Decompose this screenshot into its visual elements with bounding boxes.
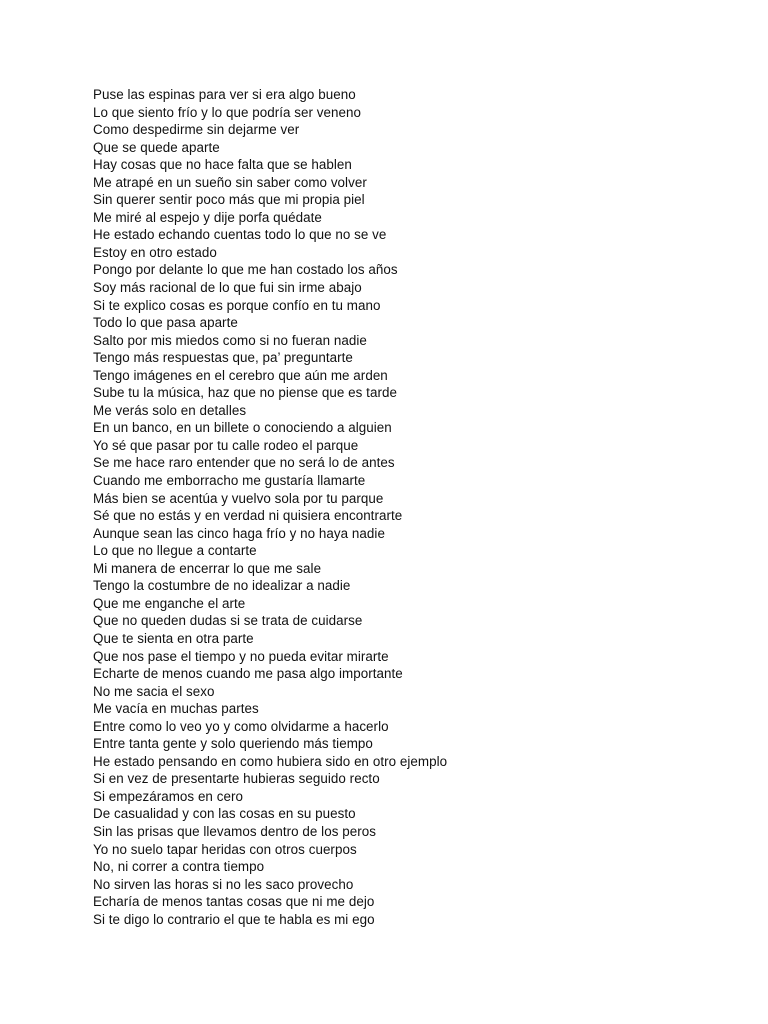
text-line: Lo que siento frío y lo que podría ser veneno	[93, 104, 362, 120]
text-line: Estoy en otro estado	[93, 244, 217, 260]
text-line: Tengo más respuestas que, pa’ preguntarte	[93, 350, 353, 366]
text-line: Sé que no estás y en verdad ni quisiera encontrarte	[93, 508, 403, 524]
text-line: Que nos pase el tiempo y no pueda evitar mirarte	[93, 648, 389, 664]
text-line: He estado pensando en como hubiera sido en otro ejemplo	[93, 753, 448, 769]
text-line: Me miré al espejo y dije porfa quédate	[93, 209, 322, 225]
text-line: Sin querer sentir poco más que mi propia piel	[93, 192, 365, 208]
text-line: Soy más racional de lo que fui sin irme abajo	[93, 280, 362, 296]
text-line: Más bien se acentúa y vuelvo sola por tu parque	[93, 490, 384, 506]
lyrics-text-block	[93, 86, 447, 928]
text-line: Me verás solo en detalles	[93, 402, 247, 418]
text-line: No, ni correr a contra tiempo	[93, 859, 265, 875]
text-line: Como despedirme sin dejarme ver	[93, 122, 300, 138]
text-line: En un banco, en un billete o conociendo a alguien	[93, 420, 392, 436]
text-line: Pongo por delante lo que me han costado los años	[93, 262, 398, 278]
text-line: Entre como lo veo yo y como olvidarme a hacerlo	[93, 718, 389, 734]
text-line: Echaría de menos tantas cosas que ni me dejo	[93, 894, 375, 910]
text-line: Se me hace raro entender que no será lo de antes	[93, 455, 395, 471]
text-line: Yo no suelo tapar heridas con otros cuerpos	[93, 841, 357, 857]
text-line: Mi manera de encerrar lo que me sale	[93, 560, 322, 576]
text-line: Tengo imágenes en el cerebro que aún me arden	[93, 367, 388, 383]
text-line: Puse las espinas para ver si era algo bueno	[93, 87, 356, 102]
text-line: Sube tu la música, haz que no piense que es tarde	[93, 385, 397, 401]
text-line: Si empezáramos en cero	[93, 788, 243, 804]
text-line: Yo sé que pasar por tu calle rodeo el parque	[93, 437, 359, 453]
text-line: De casualidad y con las cosas en su puesto	[93, 806, 356, 822]
text-line: Que te sienta en otra parte	[93, 630, 254, 646]
text-line: No me sacia el sexo	[93, 683, 215, 699]
text-line: Aunque sean las cinco haga frío y no haya nadie	[93, 525, 385, 541]
text-line: Cuando me emborracho me gustaría llamarte	[93, 473, 366, 489]
text-line: Tengo la costumbre de no idealizar a nadie	[93, 578, 351, 594]
text-line: Si te explico cosas es porque confío en tu mano	[93, 297, 381, 313]
text-line: Hay cosas que no hace falta que se hablen	[93, 157, 352, 173]
text-line: No sirven las horas si no les saco provecho	[93, 876, 354, 892]
text-line: Echarte de menos cuando me pasa algo importante	[93, 666, 403, 682]
text-line: Entre tanta gente y solo queriendo más tiempo	[93, 736, 373, 752]
text-line: Sin las prisas que llevamos dentro de los peros	[93, 823, 376, 839]
text-line: Que se quede aparte	[93, 139, 220, 155]
text-line: Si en vez de presentarte hubieras seguido recto	[93, 771, 380, 787]
text-line: Que no queden dudas si se trata de cuidarse	[93, 613, 363, 629]
text-line: Si te digo lo contrario el que te habla es mi ego	[93, 911, 375, 927]
text-line: Todo lo que pasa aparte	[93, 315, 238, 331]
text-line: Me atrapé en un sueño sin saber como volver	[93, 174, 367, 190]
text-line: Lo que no llegue a contarte	[93, 543, 257, 559]
text-line: Salto por mis miedos como si no fueran nadie	[93, 332, 367, 348]
text-line: Que me enganche el arte	[93, 595, 246, 611]
text-line: He estado echando cuentas todo lo que no se ve	[93, 227, 387, 243]
text-line: Me vacía en muchas partes	[93, 701, 259, 717]
